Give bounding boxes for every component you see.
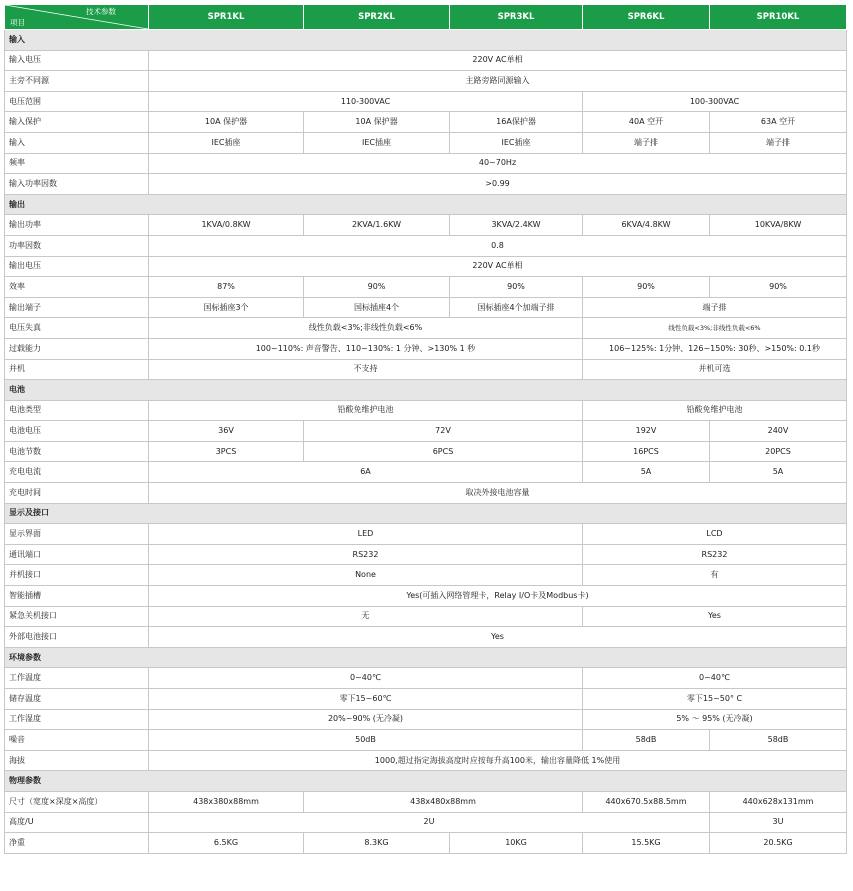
model-header-spr10kl: SPR10KL: [710, 5, 847, 30]
row-label: 紧急关机接口: [5, 606, 149, 627]
spec-row: [5, 833, 847, 854]
value-cell: 0~40℃: [149, 668, 583, 689]
row-label: 外部电池接口: [5, 627, 149, 648]
value-cell: 1000,超过指定海拔高度时应按每升高100米，输出容量降低 1%使用: [149, 750, 847, 771]
value-cell: 2U: [149, 812, 710, 833]
value-cell: RS232: [149, 544, 583, 565]
row-label: 工作温度: [5, 668, 149, 689]
row-label: 充电电流: [5, 462, 149, 483]
value-cell: LCD: [583, 524, 847, 545]
value-cell: >0.99: [149, 174, 847, 195]
value-cell: 40A 空开: [583, 112, 710, 133]
value-cell: 3U: [710, 812, 847, 833]
spec-row: [5, 812, 847, 833]
spec-row: [5, 421, 847, 442]
row-label: 输出功率: [5, 215, 149, 236]
value-cell: 63A 空开: [710, 112, 847, 133]
header-row: [5, 5, 847, 30]
row-label: 显示界面: [5, 524, 149, 545]
section-row: [5, 30, 847, 51]
value-cell: 40~70Hz: [149, 153, 847, 174]
value-cell: 240V: [710, 421, 847, 442]
spec-row: [5, 91, 847, 112]
value-cell: 90%: [450, 277, 583, 298]
value-cell: 6KVA/4.8KW: [583, 215, 710, 236]
section-row: [5, 647, 847, 668]
model-header-spr3kl: SPR3KL: [450, 5, 583, 30]
value-cell: 国标插座4个: [304, 297, 450, 318]
value-cell: 零下15~50° C: [583, 689, 847, 710]
row-label: 电压失真: [5, 318, 149, 339]
spec-row: [5, 544, 847, 565]
value-cell: 3KVA/2.4KW: [450, 215, 583, 236]
spec-row: [5, 565, 847, 586]
value-cell: 5A: [583, 462, 710, 483]
section-row: [5, 380, 847, 401]
row-label: 储存温度: [5, 689, 149, 710]
row-label: 输入: [5, 132, 149, 153]
value-cell: 主路旁路同源输入: [149, 71, 847, 92]
section-heading: 输出: [5, 194, 847, 215]
value-cell: 国标插座3个: [149, 297, 304, 318]
spec-row: [5, 235, 847, 256]
value-cell: 国标插座4个加端子排: [450, 297, 583, 318]
value-cell: 15.5KG: [583, 833, 710, 854]
row-label: 电压范围: [5, 91, 149, 112]
row-label: 高度/U: [5, 812, 149, 833]
value-cell: 零下15~60℃: [149, 689, 583, 710]
value-cell: 110-300VAC: [149, 91, 583, 112]
value-cell: LED: [149, 524, 583, 545]
value-cell: 440x670.5x88.5mm: [583, 791, 710, 812]
spec-row: [5, 132, 847, 153]
spec-table: [4, 4, 847, 854]
row-label: 净重: [5, 833, 149, 854]
value-cell: IEC插座: [149, 132, 304, 153]
spec-table-body: [5, 5, 847, 854]
row-label: 尺寸（宽度×深度×高度）: [5, 791, 149, 812]
value-cell: 0~40℃: [583, 668, 847, 689]
spec-row: [5, 668, 847, 689]
section-heading: 物理参数: [5, 771, 847, 792]
value-cell: None: [149, 565, 583, 586]
value-cell: 10KVA/8KW: [710, 215, 847, 236]
value-cell: 有: [583, 565, 847, 586]
row-label: 并机: [5, 359, 149, 380]
section-heading: 环境参数: [5, 647, 847, 668]
row-label: 功率因数: [5, 235, 149, 256]
spec-row: [5, 112, 847, 133]
row-label: 并机接口: [5, 565, 149, 586]
row-label: 噪音: [5, 730, 149, 751]
corner-header-cell: [5, 5, 149, 30]
row-label: 效率: [5, 277, 149, 298]
value-cell: 10A 保护器: [149, 112, 304, 133]
value-cell: 1KVA/0.8KW: [149, 215, 304, 236]
row-label: 智能插槽: [5, 586, 149, 607]
spec-row: [5, 50, 847, 71]
spec-row: [5, 524, 847, 545]
spec-row: [5, 359, 847, 380]
value-cell: 2KVA/1.6KW: [304, 215, 450, 236]
row-label: 电池类型: [5, 400, 149, 421]
value-cell: 20%~90% (无冷凝): [149, 709, 583, 730]
spec-row: [5, 606, 847, 627]
spec-row: [5, 153, 847, 174]
value-cell: 线性负载<3%;非线性负载<6%: [583, 318, 847, 339]
model-header-spr1kl: SPR1KL: [149, 5, 304, 30]
row-label: 工作湿度: [5, 709, 149, 730]
spec-row: [5, 627, 847, 648]
value-cell: 192V: [583, 421, 710, 442]
spec-row: [5, 400, 847, 421]
spec-row: [5, 297, 847, 318]
value-cell: 438x480x88mm: [304, 791, 583, 812]
row-label: 充电时间: [5, 483, 149, 504]
row-label: 输出电压: [5, 256, 149, 277]
value-cell: 6A: [149, 462, 583, 483]
value-cell: 10KG: [450, 833, 583, 854]
value-cell: 220V AC单相: [149, 50, 847, 71]
section-heading: 输入: [5, 30, 847, 51]
value-cell: 50dB: [149, 730, 583, 751]
value-cell: 0.8: [149, 235, 847, 256]
corner-label-item: 项目: [10, 17, 25, 27]
spec-row: [5, 750, 847, 771]
value-cell: 不支持: [149, 359, 583, 380]
row-label: 输出端子: [5, 297, 149, 318]
value-cell: 90%: [304, 277, 450, 298]
value-cell: 106~125%: 1分钟、126~150%: 30秒、>150%: 0.1秒: [583, 338, 847, 359]
row-label: 输入功率因数: [5, 174, 149, 195]
spec-row: [5, 483, 847, 504]
value-cell: 438x380x88mm: [149, 791, 304, 812]
value-cell: Yes(可插入网络管理卡，Relay I/O卡及Modbus卡): [149, 586, 847, 607]
value-cell: 58dB: [710, 730, 847, 751]
value-cell: IEC插座: [450, 132, 583, 153]
row-label: 电池节数: [5, 441, 149, 462]
spec-row: [5, 277, 847, 298]
value-cell: 端子排: [583, 132, 710, 153]
spec-row: [5, 462, 847, 483]
row-label: 主旁不同源: [5, 71, 149, 92]
value-cell: 无: [149, 606, 583, 627]
value-cell: IEC插座: [304, 132, 450, 153]
model-header-spr6kl: SPR6KL: [583, 5, 710, 30]
value-cell: 端子排: [583, 297, 847, 318]
spec-row: [5, 318, 847, 339]
section-row: [5, 194, 847, 215]
value-cell: 6.5KG: [149, 833, 304, 854]
value-cell: 6PCS: [304, 441, 583, 462]
spec-row: [5, 791, 847, 812]
value-cell: 100-300VAC: [583, 91, 847, 112]
corner-label-specs: 技术参数: [86, 7, 116, 16]
row-label: 海拔: [5, 750, 149, 771]
value-cell: 16A保护器: [450, 112, 583, 133]
value-cell: 5A: [710, 462, 847, 483]
value-cell: 90%: [583, 277, 710, 298]
spec-row: [5, 689, 847, 710]
value-cell: 20PCS: [710, 441, 847, 462]
section-heading: 显示及接口: [5, 503, 847, 524]
value-cell: 10A 保护器: [304, 112, 450, 133]
spec-row: [5, 256, 847, 277]
value-cell: 36V: [149, 421, 304, 442]
value-cell: Yes: [149, 627, 847, 648]
diagonal-divider: [5, 5, 148, 29]
spec-row: [5, 71, 847, 92]
value-cell: 线性负载<3%;非线性负载<6%: [149, 318, 583, 339]
value-cell: 铅酸免维护电池: [583, 400, 847, 421]
value-cell: 220V AC单相: [149, 256, 847, 277]
spec-row: [5, 730, 847, 751]
value-cell: 3PCS: [149, 441, 304, 462]
section-row: [5, 503, 847, 524]
section-row: [5, 771, 847, 792]
value-cell: 端子排: [710, 132, 847, 153]
value-cell: 铅酸免维护电池: [149, 400, 583, 421]
row-label: 过载能力: [5, 338, 149, 359]
spec-row: [5, 215, 847, 236]
value-cell: RS232: [583, 544, 847, 565]
value-cell: 100~110%: 声音警告、110~130%: 1 分钟、>130% 1 秒: [149, 338, 583, 359]
value-cell: 58dB: [583, 730, 710, 751]
value-cell: 87%: [149, 277, 304, 298]
row-label: 输入电压: [5, 50, 149, 71]
value-cell: 440x628x131mm: [710, 791, 847, 812]
spec-row: [5, 174, 847, 195]
spec-row: [5, 709, 847, 730]
value-cell: Yes: [583, 606, 847, 627]
spec-row: [5, 586, 847, 607]
row-label: 通讯端口: [5, 544, 149, 565]
row-label: 输入保护: [5, 112, 149, 133]
spec-row: [5, 441, 847, 462]
value-cell: 取决外接电池容量: [149, 483, 847, 504]
model-header-spr2kl: SPR2KL: [304, 5, 450, 30]
value-cell: 16PCS: [583, 441, 710, 462]
row-label: 电池电压: [5, 421, 149, 442]
spec-row: [5, 338, 847, 359]
section-heading: 电池: [5, 380, 847, 401]
value-cell: 5% ～ 95% (无冷凝): [583, 709, 847, 730]
row-label: 频率: [5, 153, 149, 174]
value-cell: 并机可选: [583, 359, 847, 380]
value-cell: 8.3KG: [304, 833, 450, 854]
value-cell: 20.5KG: [710, 833, 847, 854]
value-cell: 72V: [304, 421, 583, 442]
value-cell: 90%: [710, 277, 847, 298]
